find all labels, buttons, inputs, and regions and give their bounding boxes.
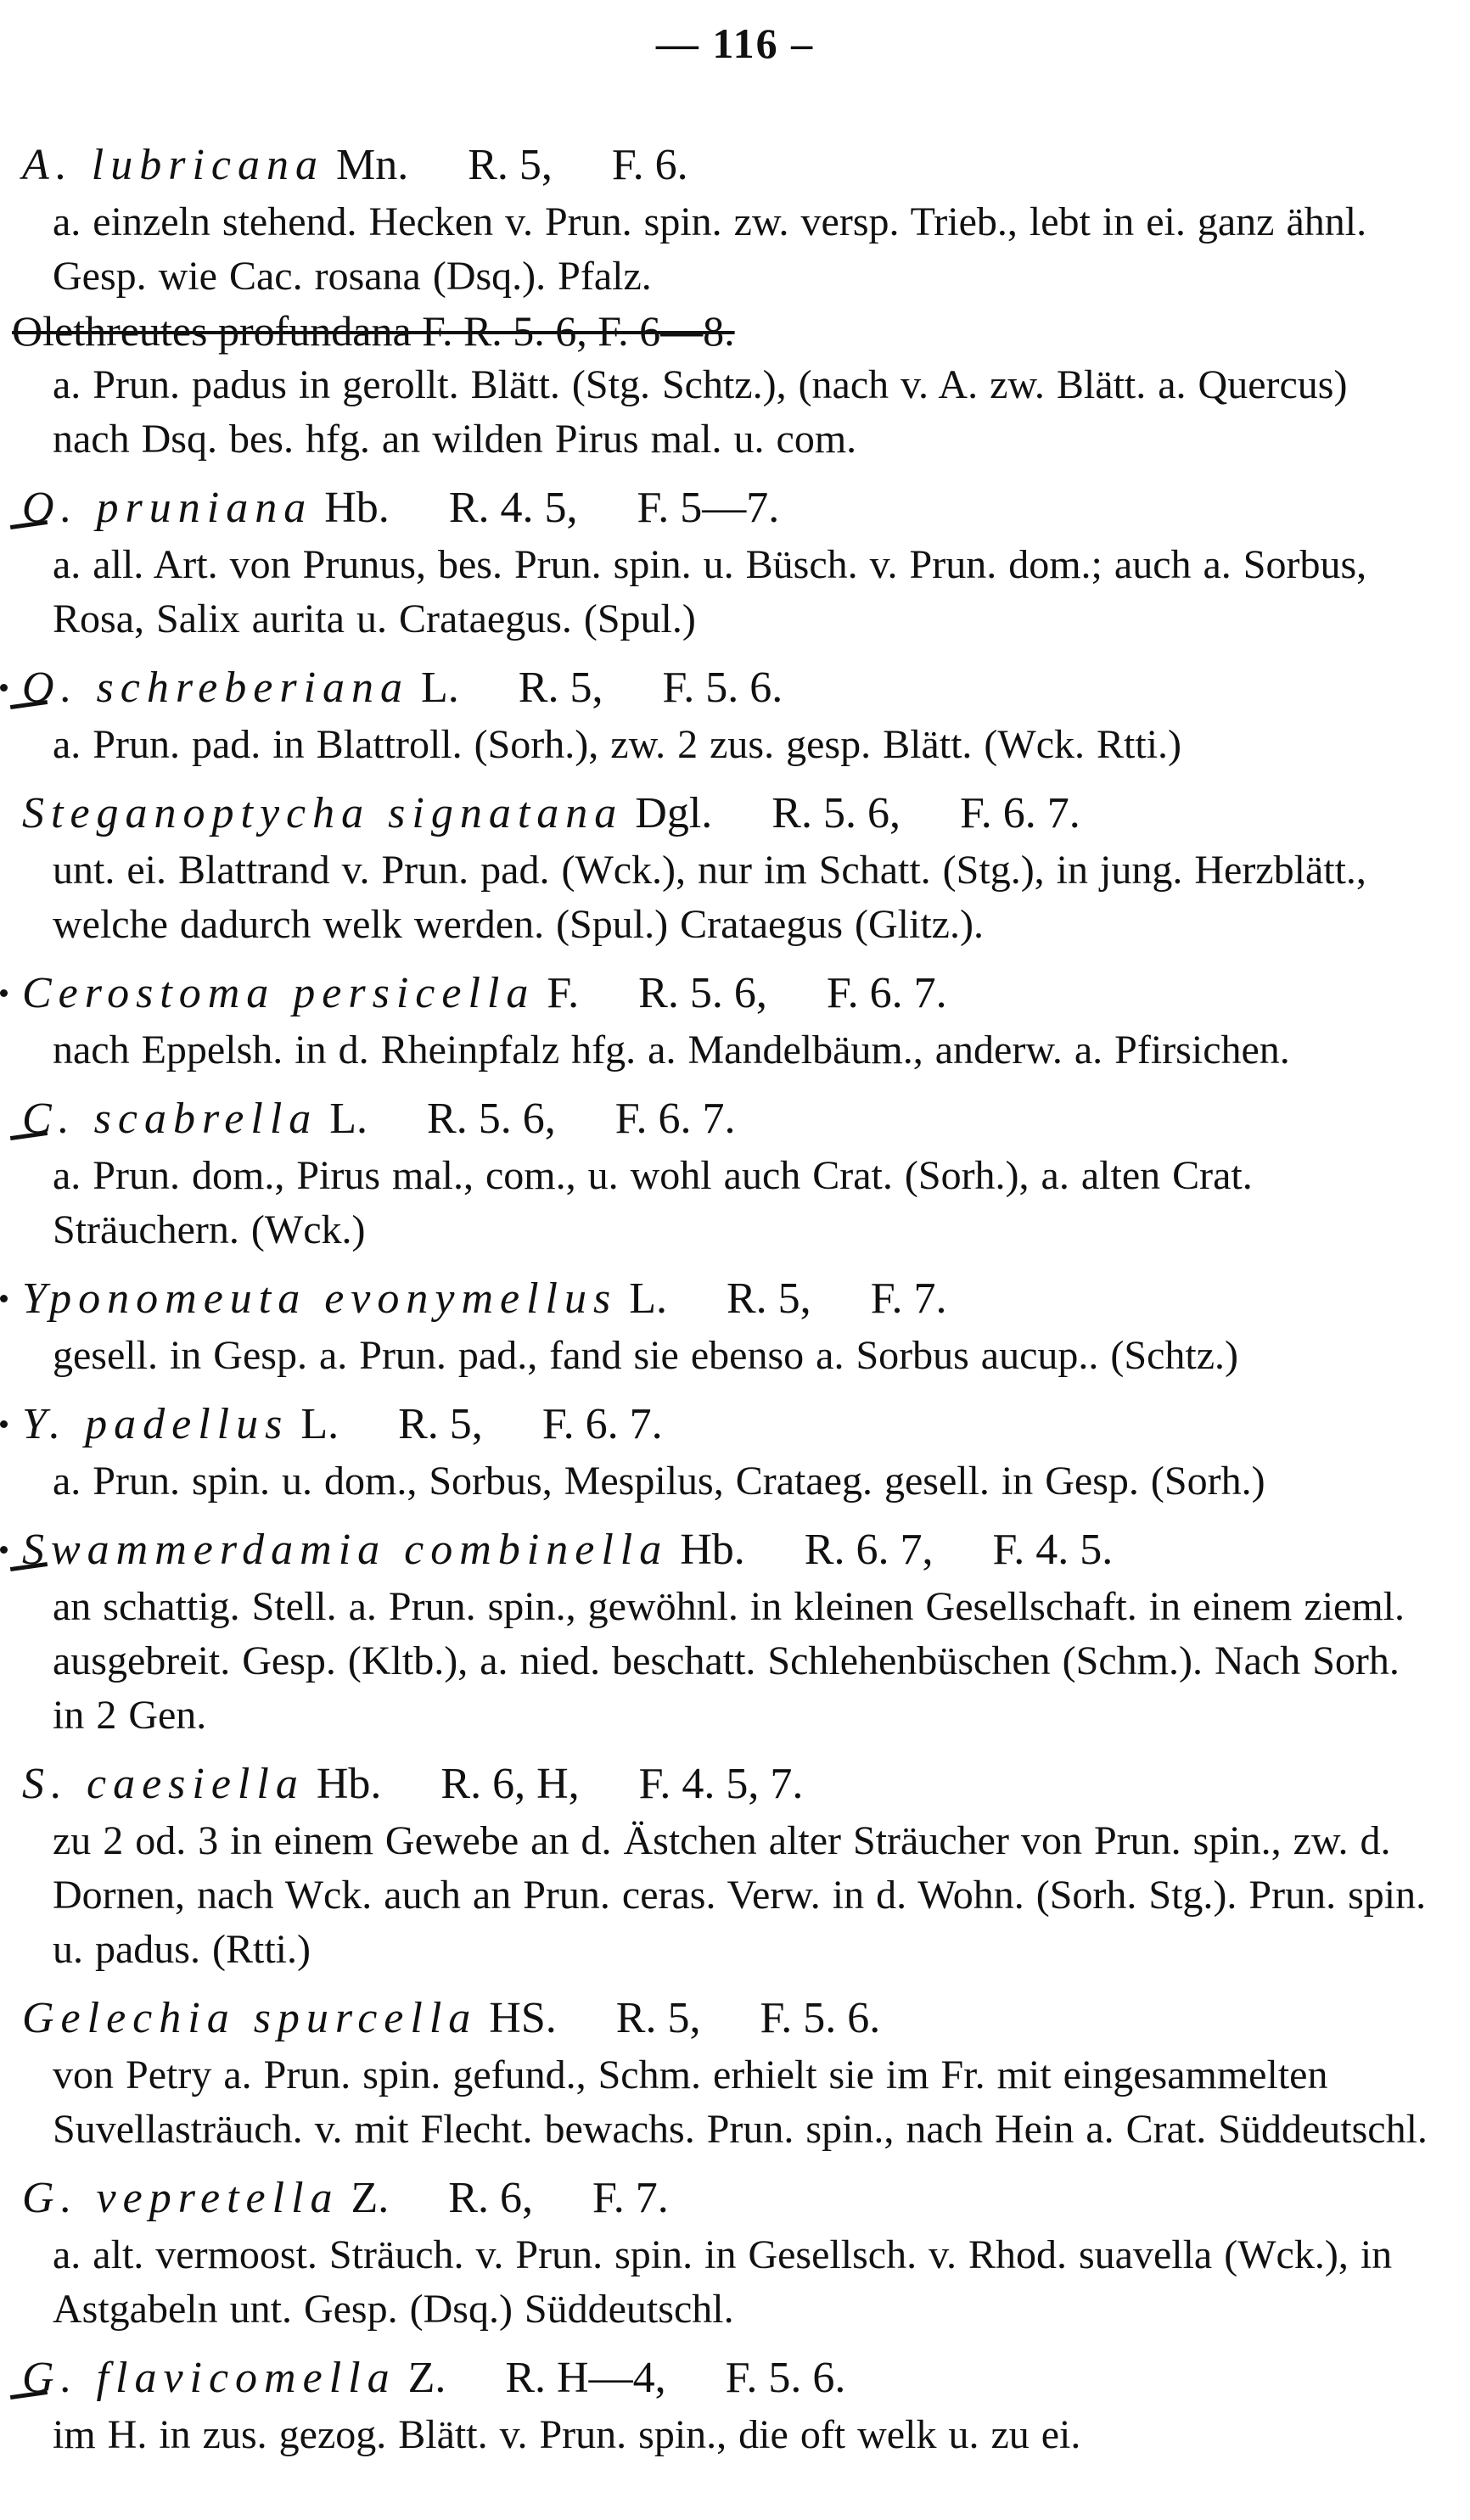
species-author: L. — [300, 1400, 339, 1448]
entry-text: von Petry a. Prun. spin. gefund., Schm. erhielt sie im Fr. mit eingesammelten Suvellasträuch. v. mit Flecht. bewachs. Prun. spin., nach Hein a. Crat. Süddeutschl. — [53, 2052, 1428, 2152]
species-name: Yponomeuta evonymellus — [22, 1274, 618, 1323]
species-author: Hb. — [324, 484, 390, 532]
flight-months: F. 5. 6. — [725, 2354, 846, 2402]
entry-text: a. einzeln stehend. Hecken v. Prun. spin. zw. versp. Trieb., lebt in ei. ganz ähnl. Gesp. wie Cac. rosana (Dsq.). Pfalz. — [53, 199, 1367, 299]
species-entry — [0, 1755, 1470, 1977]
flight-months: F. 7. — [870, 1274, 947, 1323]
caterpillar-months: R. 4. 5, — [448, 484, 578, 532]
entry-heading — [0, 1989, 1470, 2048]
caterpillar-months: R. 5, — [615, 1994, 701, 2042]
species-entry — [0, 1395, 1470, 1509]
entry-text: unt. ei. Blattrand v. Prun. pad. (Wck.), nur im Schatt. (Stg.), in jung. Herzblätt., welche dadurch welk werden. (Spul.) Crataegus (Glitz.). — [53, 848, 1366, 947]
caterpillar-months: R. 5. 6, — [638, 969, 767, 1017]
entry-heading — [0, 2349, 1470, 2408]
entry-text: a. Prun. spin. u. dom., Sorbus, Mespilus, Crataeg. gesell. in Gesp. (Sorh.) — [53, 1459, 1265, 1504]
entry-heading — [0, 658, 1470, 718]
page-number: — 116 – — [655, 20, 815, 67]
species-name: Cerostoma persicella — [22, 969, 536, 1017]
flight-months: F. 5. 6. — [662, 664, 783, 712]
flight-months: F. 7. — [592, 2174, 669, 2222]
entry-heading — [0, 479, 1470, 538]
entry-heading — [0, 784, 1470, 843]
species-entry — [0, 784, 1470, 952]
species-author: Dgl. — [635, 789, 713, 837]
species-author: Z. — [351, 2174, 390, 2222]
entry-heading — [0, 1269, 1470, 1329]
species-author: L. — [629, 1274, 667, 1323]
species-entry — [0, 479, 1470, 647]
entry-text: im H. in zus. gezog. Blätt. v. Prun. spin., die oft welk u. zu ei. — [53, 2412, 1081, 2457]
species-name: G. vepretella — [22, 2174, 339, 2222]
entry-heading — [0, 136, 1470, 195]
species-author: Mn. — [335, 141, 409, 189]
species-author: Hb. — [680, 1526, 745, 1574]
species-entry — [0, 1089, 1470, 1257]
entry-heading — [0, 1089, 1470, 1149]
species-name: C. scabrella — [22, 1095, 318, 1143]
flight-months: F. 6. 7. — [826, 969, 947, 1017]
entry-heading — [0, 1395, 1470, 1454]
caterpillar-months: R. 5, — [398, 1400, 483, 1448]
species-name: O. schreberiana — [22, 664, 410, 712]
entry-text: a. alt. vermoost. Sträuch. v. Prun. spin. in Gesellsch. v. Rhod. suavella (Wck.), in Astgabeln unt. Gesp. (Dsq.) Süddeutschl. — [53, 2232, 1393, 2332]
species-entry — [0, 136, 1470, 467]
entry-text: a. all. Art. von Prunus, bes. Prun. spin. u. Büsch. v. Prun. dom.; auch a. Sorbus, Rosa, Salix aurita u. Crataegus. (Spul.) — [53, 542, 1367, 641]
species-entry — [0, 1989, 1470, 2157]
species-entry — [0, 658, 1470, 772]
species-name: Gelechia spurcella — [22, 1994, 478, 2042]
species-entry — [0, 2169, 1470, 2337]
flight-months: F. 5—7. — [637, 484, 780, 532]
species-entry — [0, 2349, 1470, 2462]
flight-months: F. 6. 7. — [959, 789, 1080, 837]
caterpillar-months: R. 5, — [468, 141, 553, 189]
caterpillar-months: R. 6. 7, — [804, 1526, 934, 1574]
species-list — [0, 136, 1470, 2474]
species-name: S. caesiella — [22, 1760, 305, 1808]
caterpillar-months: R. 5. 6, — [427, 1095, 556, 1143]
entry-heading — [0, 1755, 1470, 1814]
entry-text: a. Prun. dom., Pirus mal., com., u. wohl auch Crat. (Sorh.), a. alten Crat. Sträuchern. (Wck.) — [53, 1153, 1253, 1252]
flight-months: F. 6. 7. — [541, 1400, 663, 1448]
species-entry — [0, 1269, 1470, 1383]
species-name: O. pruniana — [22, 484, 313, 532]
flight-months: F. 4. 5. — [992, 1526, 1114, 1574]
species-author: HS. — [489, 1994, 557, 2042]
entry-heading — [0, 1520, 1470, 1580]
struck-through-entry: Olethreutes profundana F. R. 5. 6, F. 6—8. — [12, 307, 735, 355]
species-name: Swammerdamia combinella — [22, 1526, 669, 1574]
flight-months: F. 5. 6. — [760, 1994, 881, 2042]
entry-heading — [0, 2169, 1470, 2228]
entry-text: zu 2 od. 3 in einem Gewebe an d. Ästchen alter Sträucher von Prun. spin., zw. d. Dornen, nach Wck. auch an Prun. ceras. Verw. in d. Wohn. (Sorh. Stg.). Prun. spin. u. padus. (Rtti.) — [53, 1818, 1427, 1972]
species-author: L. — [329, 1095, 368, 1143]
caterpillar-months: R. 6, H, — [440, 1760, 580, 1808]
species-author: Hb. — [316, 1760, 382, 1808]
flight-months: F. 6. 7. — [614, 1095, 736, 1143]
species-entry — [0, 1520, 1470, 1743]
species-name: A. lubricana — [22, 141, 324, 189]
entry-text: a. Prun. pad. in Blattroll. (Sorh.), zw. 2 zus. gesp. Blätt. (Wck. Rtti.) — [53, 722, 1182, 767]
entry-text: an schattig. Stell. a. Prun. spin., gewöhnl. in kleinen Gesellschaft. in einem zieml. ausgebreit. Gesp. (Kltb.), a. nied. beschatt. Schlehenbüschen (Schm.). Nach Sorh. in 2 Gen. — [53, 1584, 1405, 1738]
caterpillar-months: R. 5, — [518, 664, 603, 712]
species-name: Steganoptycha signatana — [22, 789, 624, 837]
caterpillar-months: R. 5. 6, — [771, 789, 901, 837]
species-entry — [0, 964, 1470, 1078]
entry-text: nach Eppelsh. in d. Rheinpfalz hfg. a. Mandelbäum., anderw. a. Pfirsichen. — [53, 1028, 1290, 1072]
flight-months: F. 4. 5, 7. — [638, 1760, 804, 1808]
entry-text-continued: a. Prun. padus in gerollt. Blätt. (Stg. Schtz.), (nach v. A. zw. Blätt. a. Quercus) nach Dsq. bes. hfg. an wilden Pirus mal. u. com. — [53, 362, 1348, 462]
caterpillar-months: R. 6, — [448, 2174, 533, 2222]
species-author: Z. — [407, 2354, 446, 2402]
caterpillar-months: R. 5, — [727, 1274, 811, 1323]
species-author: L. — [421, 664, 459, 712]
species-name: Y. padellus — [22, 1400, 289, 1448]
entry-text: gesell. in Gesp. a. Prun. pad., fand sie ebenso a. Sorbus aucup.. (Schtz.) — [53, 1333, 1239, 1378]
caterpillar-months: R. H—4, — [505, 2354, 666, 2402]
species-name: G. flavicomella — [22, 2354, 396, 2402]
species-author: F. — [547, 969, 580, 1017]
entry-heading — [0, 964, 1470, 1023]
flight-months: F. 6. — [611, 141, 688, 189]
